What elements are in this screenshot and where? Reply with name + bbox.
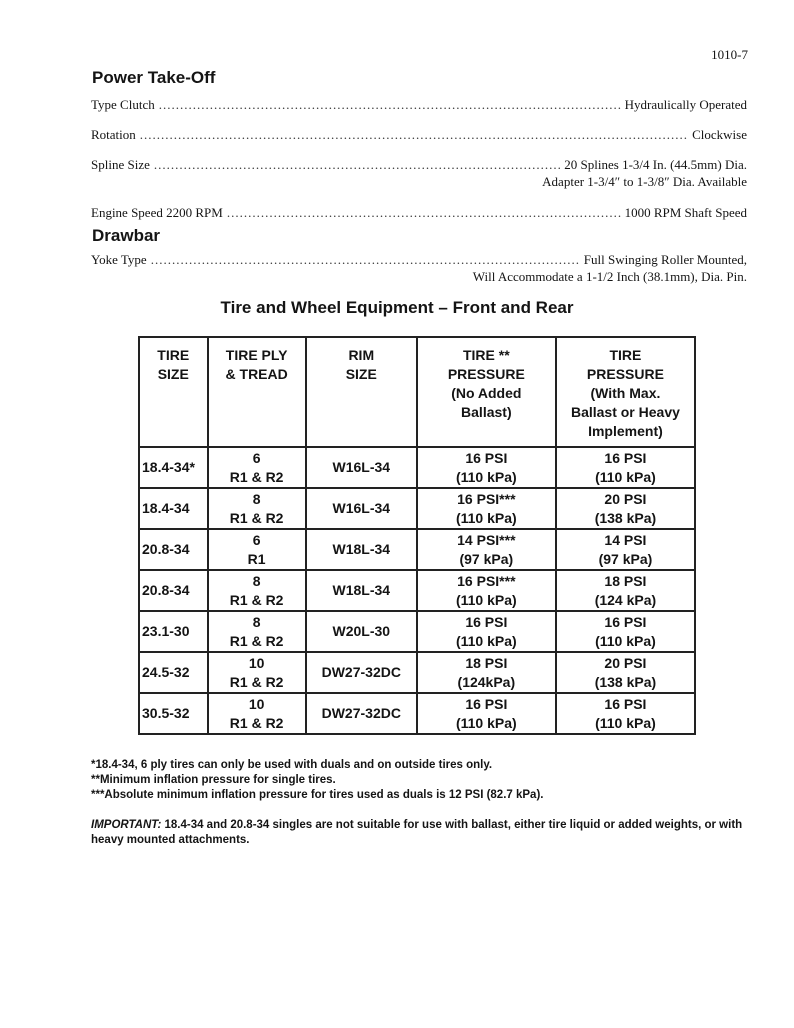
cell-ply-tread-line: R1 [247, 550, 266, 567]
drawbar-heading: Drawbar [92, 226, 161, 245]
cell-rim-size [306, 693, 417, 734]
cell-pressure-max-ballast-line: (138 kPa) [594, 673, 657, 690]
spec-label: Type Clutch [91, 97, 155, 112]
cell-rim-size-line: DW27-32DC [321, 664, 401, 680]
cell-rim-size-line: W18L-34 [332, 582, 391, 598]
cell-pressure-max-ballast-line: (110 kPa) [595, 714, 656, 731]
spec-value: Clockwise [692, 127, 747, 142]
footnote: ***Absolute minimum inflation pressure for tires used as duals is 12 PSI (82.7 kPa). [91, 789, 544, 801]
header-tire-size: TIRE SIZE [139, 337, 208, 447]
spec-row-rotation [91, 126, 747, 143]
cell-ply-tread-line: R1 & R2 [229, 673, 284, 690]
cell-pressure-max-ballast [556, 611, 695, 652]
cell-pressure-max-ballast-line: (110 kPa) [595, 468, 656, 485]
table-row [139, 611, 695, 652]
pto-heading: Power Take-Off [92, 68, 216, 87]
cell-ply-tread [208, 488, 306, 529]
dot-leader [151, 251, 580, 268]
cell-pressure-no-ballast-line: (110 kPa) [455, 632, 517, 649]
cell-pressure-no-ballast-line: 14 PSI*** [457, 531, 516, 548]
spec-row-type-clutch [91, 96, 747, 113]
cell-pressure-max-ballast-line: 18 PSI [604, 572, 647, 589]
dot-leader [227, 204, 621, 221]
cell-rim-size-line: DW27-32DC [321, 705, 401, 721]
cell-rim-size-line: W16L-34 [332, 500, 391, 516]
cell-rim-size-line: W16L-34 [332, 459, 391, 475]
header-tire-ply: TIRE PLY & TREAD [208, 337, 306, 447]
cell-pressure-max-ballast [556, 570, 695, 611]
cell-ply-tread [208, 652, 306, 693]
spec-label: Yoke Type [91, 252, 147, 267]
important-text: 18.4-34 and 20.8-34 singles are not suitable for use with ballast, either tire liquid or added weights, or with heavy mounted attachments. [91, 819, 743, 846]
cell-rim-size [306, 652, 417, 693]
cell-ply-tread-line: 6 [252, 449, 261, 466]
dot-leader [159, 96, 621, 113]
spec-row-engine-speed [91, 204, 747, 221]
header-rim-size: RIM SIZE [306, 337, 417, 447]
cell-pressure-no-ballast-line: (124kPa) [457, 673, 516, 690]
important-note [91, 818, 751, 848]
cell-pressure-no-ballast-line: 18 PSI [465, 654, 508, 671]
cell-rim-size [306, 570, 417, 611]
cell-rim-size-line: W20L-30 [332, 623, 391, 639]
spec-value-continuation: Will Accommodate a 1-1/2 Inch (38.1mm), Dia. Pin. [472, 269, 747, 284]
cell-ply-tread-line: 10 [248, 654, 265, 671]
cell-tire-size: 30.5-32 [139, 693, 208, 734]
cell-ply-tread-line: 8 [252, 572, 261, 589]
cell-pressure-max-ballast [556, 488, 695, 529]
cell-pressure-no-ballast [417, 693, 556, 734]
cell-ply-tread-line: R1 & R2 [229, 714, 284, 731]
cell-tire-size: 18.4-34* [139, 447, 208, 488]
cell-ply-tread [208, 570, 306, 611]
cell-pressure-max-ballast-line: (124 kPa) [594, 591, 657, 608]
cell-pressure-no-ballast [417, 529, 556, 570]
cell-tire-size: 18.4-34 [139, 488, 208, 529]
cell-tire-size: 24.5-32 [139, 652, 208, 693]
table-row [139, 529, 695, 570]
cell-ply-tread-line: 8 [252, 490, 261, 507]
cell-pressure-max-ballast-line: 20 PSI [604, 654, 647, 671]
cell-tire-size: 20.8-34 [139, 529, 208, 570]
cell-pressure-max-ballast-line: (110 kPa) [595, 632, 656, 649]
table-row [139, 693, 695, 734]
table-row [139, 570, 695, 611]
spec-value: Full Swinging Roller Mounted, [583, 252, 747, 267]
spec-value-continuation: Adapter 1-3/4″ to 1-3/8″ Dia. Available [542, 174, 747, 189]
cell-ply-tread [208, 611, 306, 652]
cell-pressure-no-ballast [417, 488, 556, 529]
cell-tire-size: 20.8-34 [139, 570, 208, 611]
cell-rim-size [306, 529, 417, 570]
cell-ply-tread-line: R1 & R2 [229, 632, 284, 649]
cell-pressure-no-ballast-line: (110 kPa) [455, 468, 517, 485]
dot-leader [140, 126, 688, 143]
cell-rim-size [306, 611, 417, 652]
important-label: IMPORTANT: [91, 819, 162, 831]
cell-pressure-no-ballast [417, 447, 556, 488]
spec-label: Spline Size [91, 157, 150, 172]
table-row [139, 488, 695, 529]
cell-ply-tread-line: R1 & R2 [229, 591, 284, 608]
cell-pressure-max-ballast-line: 20 PSI [604, 490, 647, 507]
table-header-row [139, 337, 695, 447]
cell-pressure-max-ballast [556, 447, 695, 488]
dot-leader [154, 156, 560, 173]
cell-rim-size [306, 447, 417, 488]
spec-label: Rotation [91, 127, 136, 142]
cell-tire-size: 23.1-30 [139, 611, 208, 652]
spec-value: Hydraulically Operated [624, 97, 747, 112]
header-pressure-max-ballast: TIRE PRESSURE (With Max. Ballast or Heavy Implement) [556, 337, 695, 447]
cell-pressure-no-ballast [417, 570, 556, 611]
cell-ply-tread-line: R1 & R2 [229, 509, 284, 526]
spec-row-yoke-type [91, 251, 747, 285]
cell-pressure-max-ballast [556, 529, 695, 570]
cell-pressure-no-ballast-line: (110 kPa) [455, 714, 517, 731]
cell-pressure-max-ballast [556, 652, 695, 693]
cell-rim-size [306, 488, 417, 529]
cell-pressure-no-ballast-line: 16 PSI*** [457, 572, 516, 589]
cell-pressure-no-ballast-line: 16 PSI [465, 695, 508, 712]
cell-pressure-no-ballast-line: (110 kPa) [455, 591, 517, 608]
cell-pressure-max-ballast-line: (138 kPa) [594, 509, 657, 526]
cell-ply-tread [208, 693, 306, 734]
cell-pressure-max-ballast-line: 16 PSI [604, 613, 647, 630]
cell-rim-size-line: W18L-34 [332, 541, 391, 557]
page-number: 1010-7 [711, 47, 748, 62]
cell-pressure-no-ballast-line: 16 PSI [465, 449, 508, 466]
cell-ply-tread-line: 6 [252, 531, 261, 548]
footnote: **Minimum inflation pressure for single tires. [91, 774, 336, 786]
tire-wheel-table [138, 336, 696, 735]
cell-pressure-no-ballast-line: (110 kPa) [455, 509, 517, 526]
tire-table-title: Tire and Wheel Equipment – Front and Rear [220, 298, 574, 317]
cell-pressure-no-ballast-line: 16 PSI*** [457, 490, 516, 507]
cell-ply-tread [208, 447, 306, 488]
footnotes [91, 758, 751, 803]
cell-pressure-no-ballast [417, 652, 556, 693]
cell-ply-tread-line: 10 [248, 695, 265, 712]
spec-label: Engine Speed 2200 RPM [91, 205, 223, 220]
cell-pressure-max-ballast [556, 693, 695, 734]
spec-row-spline-size [91, 156, 747, 190]
table-row [139, 447, 695, 488]
footnote: *18.4-34, 6 ply tires can only be used with duals and on outside tires only. [91, 759, 493, 771]
cell-pressure-max-ballast-line: 14 PSI [604, 531, 647, 548]
cell-ply-tread [208, 529, 306, 570]
cell-pressure-max-ballast-line: 16 PSI [604, 449, 647, 466]
cell-pressure-max-ballast-line: 16 PSI [604, 695, 647, 712]
cell-pressure-no-ballast-line: 16 PSI [465, 613, 508, 630]
cell-pressure-no-ballast-line: (97 kPa) [459, 550, 514, 567]
cell-ply-tread-line: 8 [252, 613, 261, 630]
cell-pressure-max-ballast-line: (97 kPa) [598, 550, 653, 567]
cell-ply-tread-line: R1 & R2 [229, 468, 284, 485]
header-pressure-no-ballast: TIRE ** PRESSURE (No Added Ballast) [417, 337, 556, 447]
spec-value: 1000 RPM Shaft Speed [624, 205, 747, 220]
spec-value: 20 Splines 1-3/4 In. (44.5mm) Dia. [564, 157, 747, 172]
cell-pressure-no-ballast [417, 611, 556, 652]
table-row [139, 652, 695, 693]
